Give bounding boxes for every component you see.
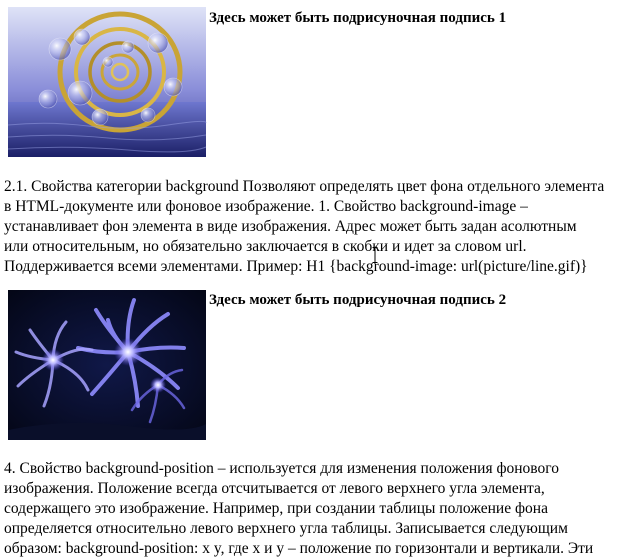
rings-and-spheres-illustration-icon — [8, 7, 206, 157]
text-line: устанавливает фон элемента в виде изображения. Адрес может быть задан асолютным — [4, 218, 577, 235]
text-line: изображения. Положение всегда отсчитывается от левого верхнего угла элемента, — [4, 480, 545, 497]
text-line: 2.1. Свойства категории background Позволяют определять цвет фона отдельного элемента — [4, 178, 605, 195]
rings-and-spheres-image — [8, 7, 206, 157]
text-line: в HTML-документе или фоновое изображение. 1. Свойство background-image – — [4, 198, 528, 215]
text-line: Поддерживается всеми элементами. Пример: H1 {background-image: url(picture/line.gif)} — [4, 258, 588, 275]
text-line: определяется относительно левого верхнего угла таблицы. Записывается следующим — [4, 520, 568, 537]
text-cursor-icon — [372, 247, 378, 263]
sea-anemone-image — [8, 290, 206, 440]
body-paragraph-2 — [4, 459, 628, 559]
body-paragraph-1 — [4, 177, 628, 277]
figure-caption-1: Здесь может быть подрисуночная подпись 1 — [209, 10, 507, 26]
text-line: образом: background-position: x y, где x и y – положение по горизонтали и вертикали. Эти — [4, 540, 594, 557]
figure-caption-2: Здесь может быть подрисуночная подпись 2 — [209, 292, 507, 308]
text-line: содержащего это изображение. Например, при создании таблицы положение фона — [4, 500, 548, 517]
sea-anemone-illustration-icon — [8, 290, 206, 440]
text-line: 4. Свойство background-position – используется для изменения положения фонового — [4, 460, 559, 477]
text-line: или относительным, но обязательно заключается в скобки и идет за словом url. — [4, 238, 527, 255]
